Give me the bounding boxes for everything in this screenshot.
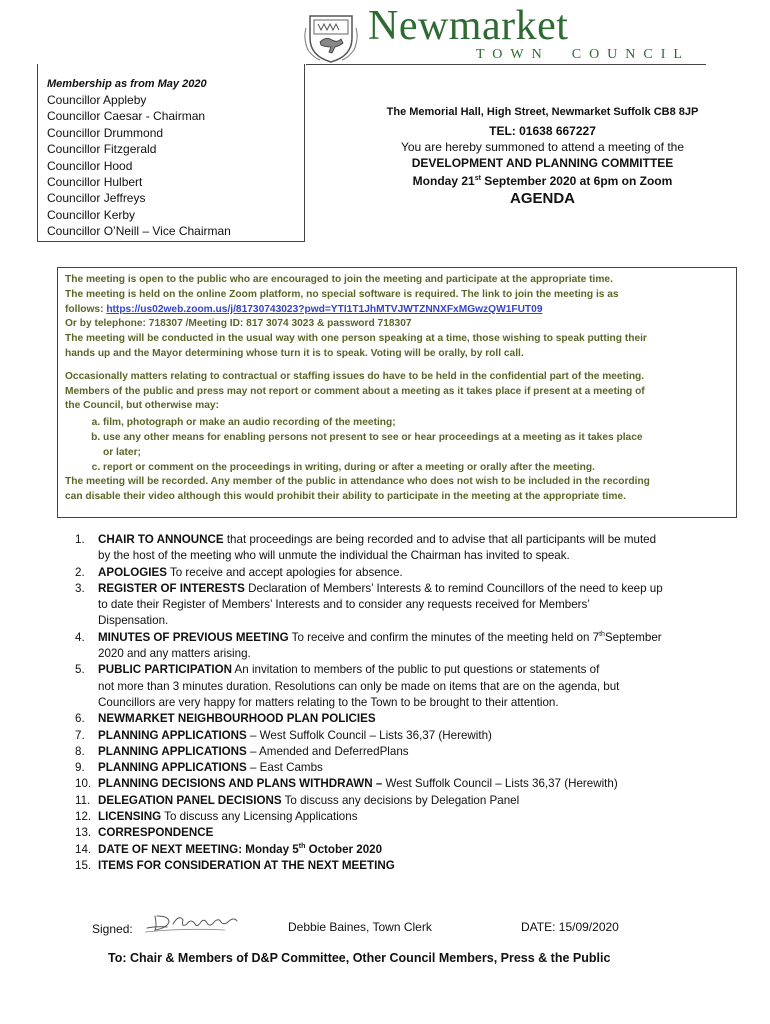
notice-line	[65, 303, 736, 318]
agenda-item-number: 2.	[75, 565, 85, 579]
agenda-item-number: 13.	[75, 826, 92, 840]
agenda-item-continuation: not more than 3 minutes duration. Resolutions can only be made on items that are on the agenda, but	[98, 679, 620, 693]
agenda-item-body	[98, 760, 735, 776]
agenda-item-body	[98, 565, 735, 581]
agenda-item-number: 4.	[75, 630, 85, 644]
header-rule	[306, 64, 706, 65]
agenda-item	[75, 842, 735, 858]
agenda-item-number: 9.	[75, 761, 85, 775]
meeting-venue: The Memorial Hall, High Street, Newmarket Suffolk CB8 8JP	[386, 106, 699, 118]
notice-line: The meeting is open to the public who are encouraged to join the meeting and participate at the appropriate time.	[65, 274, 613, 285]
agenda-list	[75, 532, 735, 874]
agenda-item-body	[98, 630, 735, 663]
member-item: Councillor Caesar - Chairman	[47, 109, 206, 124]
agenda-item-continuation: Dispensation.	[98, 614, 169, 628]
agenda-item-heading: DATE OF NEXT MEETING: Monday 5	[98, 842, 299, 856]
notice-line: The meeting will be conducted in the usual way with one person speaking at a time, those wishing to speak putting their	[65, 333, 647, 345]
agenda-item-heading: PUBLIC PARTICIPATION	[98, 663, 232, 677]
member-item: Councillor Appleby	[47, 93, 147, 107]
agenda-item-text: To receive and confirm the minutes of the meeting held on 7	[288, 630, 600, 644]
agenda-item	[75, 630, 735, 663]
agenda-item-body	[98, 744, 735, 760]
member-item: Councillor Fitzgerald	[47, 142, 157, 157]
agenda-item	[75, 825, 735, 841]
signed-label: Signed:	[92, 922, 133, 936]
notice-list-item: a. film, photograph or make an audio recording of the meeting;	[103, 416, 736, 431]
agenda-item-number: 1.	[75, 533, 85, 546]
agenda-item-number: 3.	[75, 581, 85, 595]
notice-list-item-cont: or later;	[103, 446, 141, 458]
notice-line: the Council, but otherwise may:	[65, 400, 219, 412]
agenda-item-number: 8.	[75, 744, 85, 758]
agenda-item-text: – West Suffolk Council – Lists 36,37 (Herewith)	[246, 728, 492, 742]
agenda-item-number: 5.	[75, 663, 85, 677]
member-list	[47, 92, 304, 240]
agenda-item-text: To receive and accept apologies for absence.	[166, 565, 403, 579]
notice-follows-label: follows:	[65, 303, 107, 315]
agenda-item-heading: CHAIR TO ANNOUNCE	[98, 533, 224, 546]
agenda-item-heading: REGISTER OF INTERESTS	[98, 581, 245, 595]
distribution-line: To: Chair & Members of D&P Committee, Other Council Members, Press & the Public	[108, 951, 611, 965]
agenda-item-heading-suffix: th	[298, 842, 306, 850]
agenda-item-continuation: 2020 and any matters arising.	[98, 647, 251, 661]
agenda-item-heading: PLANNING DECISIONS AND PLANS WITHDRAWN –	[98, 777, 383, 791]
agenda-item	[75, 581, 735, 630]
agenda-item-text: To discuss any Licensing Applications	[161, 810, 358, 824]
meeting-date	[340, 171, 745, 189]
agenda-item-number: 14.	[75, 842, 92, 856]
membership-heading: Membership as from May 2020	[47, 78, 207, 90]
notice-list-item-text: use any other means for enabling persons not present to see or hear proceedings at a meeting as it takes place	[103, 431, 643, 443]
meeting-date-rest: September 2020 at 6pm on Zoom	[480, 174, 673, 188]
committee-name: DEVELOPMENT AND PLANNING COMMITTEE	[411, 156, 674, 170]
meeting-date-suffix: st	[474, 175, 481, 182]
brand-sub-council: COUNCIL	[571, 47, 690, 62]
brand-title: Newmarket	[368, 3, 569, 49]
agenda-item	[75, 711, 735, 727]
agenda-item-heading: CORRESPONDENCE	[98, 826, 214, 840]
agenda-item-body	[98, 842, 735, 858]
agenda-item	[75, 858, 735, 874]
agenda-item	[75, 532, 735, 565]
notice-line: hands up and the Mayor determining whose turn it is to speak. Voting will be orally, by roll call.	[65, 347, 524, 359]
zoom-link[interactable]: https://us02web.zoom.us/j/81730743023?pwd=YTI1T1JhMTVJWTZNNXFxMGwzQW1FUT09	[106, 303, 543, 315]
meeting-info	[340, 106, 745, 208]
agenda-item-body	[98, 825, 735, 841]
agenda-item-body	[98, 809, 735, 825]
agenda-item-text-rest: September	[604, 630, 662, 644]
agenda-item-body	[98, 532, 735, 565]
agenda-item-heading-rest: October 2020	[305, 842, 383, 856]
public-notice-box	[57, 267, 737, 518]
member-item: Councillor Hood	[47, 158, 133, 173]
agenda-item-text: Declaration of Members’ Interests & to remind Councillors of the need to keep up	[244, 581, 663, 595]
agenda-item-continuation: to date their Register of Members’ Interests and to consider any requests received for Members’	[98, 598, 590, 612]
agenda-item	[75, 744, 735, 760]
agenda-item	[75, 776, 735, 792]
notice-line: The meeting is held on the online Zoom platform, no special software is required. The link to join the meeting is as	[65, 288, 619, 300]
agenda-item-heading: PLANNING APPLICATIONS	[98, 761, 247, 775]
brand-subtitle	[476, 47, 690, 63]
notice-line: Occasionally matters relating to contractual or staffing issues do have to be held in the confidential part of the meeting.	[65, 370, 645, 382]
agenda-item-text: – East Cambs	[246, 761, 323, 775]
notice-line: Members of the public and press may not report or comment about a meeting as it takes place if present at a meeting of	[65, 385, 645, 397]
member-item: Councillor Hulbert	[47, 175, 143, 190]
agenda-item-text: – Amended and DeferredPlans	[246, 744, 409, 758]
agenda-item-text: An invitation to members of the public to put questions or statements of	[231, 663, 600, 677]
agenda-item-number: 11.	[75, 793, 91, 807]
town-crest-icon	[302, 8, 360, 64]
agenda-item-heading: NEWMARKET NEIGHBOURHOOD PLAN POLICIES	[98, 712, 376, 726]
agenda-item-text: To discuss any decisions by Delegation Panel	[281, 793, 520, 807]
agenda-item-body	[98, 858, 735, 874]
agenda-item	[75, 793, 735, 809]
agenda-item-number: 6.	[75, 712, 85, 726]
agenda-item-body	[98, 776, 735, 792]
signed-date: DATE: 15/09/2020	[521, 920, 619, 934]
agenda-item-continuation: Councillors are very happy for matters relating to the Town to be brought to their attention.	[98, 695, 559, 709]
agenda-item-body	[98, 662, 735, 711]
meeting-summons: You are hereby summoned to attend a meeting of the	[400, 140, 685, 154]
signature-image	[143, 908, 263, 938]
agenda-item-heading: APOLOGIES	[98, 565, 167, 579]
agenda-item-body	[98, 711, 735, 727]
meeting-telephone: TEL: 01638 667227	[489, 124, 596, 138]
agenda-item-text: that proceedings are being recorded and to advise that all participants will be muted	[223, 533, 657, 546]
agenda-item-heading: ITEMS FOR CONSIDERATION AT THE NEXT MEETING	[98, 858, 395, 872]
agenda-item	[75, 565, 735, 581]
agenda-item-text: West Suffolk Council – Lists 36,37 (Herewith)	[382, 777, 618, 791]
agenda-item-heading: DELEGATION PANEL DECISIONS	[98, 793, 282, 807]
notice-list-item	[103, 431, 736, 461]
member-item: Councillor Kerby	[47, 207, 136, 222]
agenda-item-number: 15.	[75, 858, 92, 872]
notice-line: can disable their video although this would prohibit their ability to participate in the meeting at the appropriate time.	[65, 491, 626, 503]
agenda-item-number: 7.	[75, 728, 85, 742]
agenda-item-body	[98, 728, 735, 744]
agenda-title: AGENDA	[509, 190, 575, 207]
agenda-item-body	[98, 581, 735, 630]
agenda-item-text-suffix: th	[599, 630, 605, 638]
agenda-item-heading: MINUTES OF PREVIOUS MEETING	[98, 630, 289, 644]
agenda-item-body	[98, 793, 735, 809]
agenda-item	[75, 728, 735, 744]
member-item: Councillor Jeffreys	[47, 191, 146, 206]
agenda-item-heading: PLANNING APPLICATIONS	[98, 744, 247, 758]
membership-box	[37, 64, 305, 242]
notice-line: The meeting will be recorded. Any member of the public in attendance who does not wish to be included in the recording	[65, 476, 650, 488]
agenda-item-number: 10.	[75, 777, 92, 791]
member-item: Councillor Drummond	[47, 125, 164, 140]
agenda-item-heading: PLANNING APPLICATIONS	[98, 728, 247, 742]
member-item: Councillor O’Neill – Vice Chairman	[47, 224, 231, 239]
agenda-item-heading: LICENSING	[98, 810, 162, 824]
agenda-item-number: 12.	[75, 810, 92, 824]
agenda-item	[75, 760, 735, 776]
notice-line: Or by telephone: 718307 /Meeting ID: 817 3074 3023 & password 718307	[65, 318, 412, 330]
notice-permissions-list	[65, 416, 736, 475]
agenda-item	[75, 809, 735, 825]
meeting-date-day: Monday 21	[412, 174, 475, 188]
agenda-item-continuation: by the host of the meeting who will unmute the individual the Chairman has invited to speak.	[98, 549, 570, 563]
clerk-name: Debbie Baines, Town Clerk	[288, 920, 432, 934]
notice-list-item: c. report or comment on the proceedings in writing, during or after a meeting or orally after the meeting.	[103, 461, 736, 476]
brand-sub-town: TOWN	[476, 47, 550, 62]
agenda-item	[75, 662, 735, 711]
